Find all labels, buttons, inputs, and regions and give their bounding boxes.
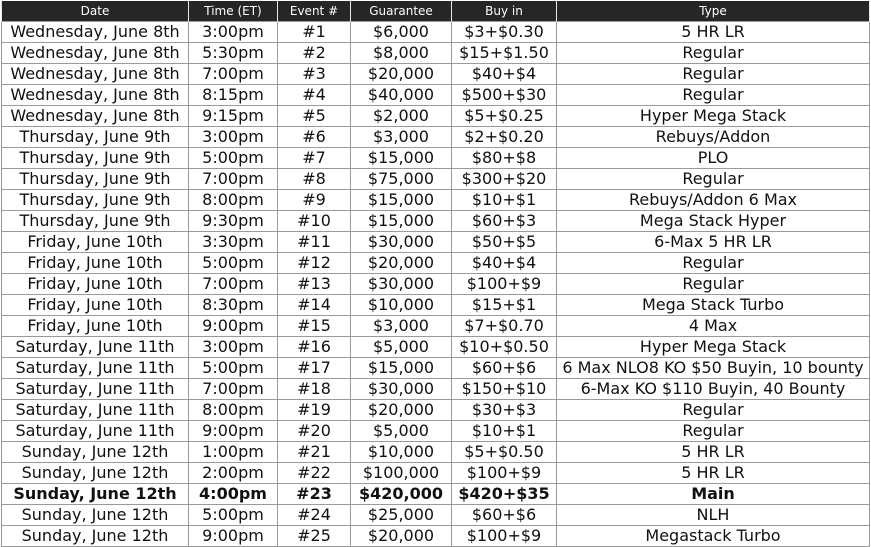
cell-guarantee: $8,000 <box>351 43 452 64</box>
cell-date: Thursday, June 9th <box>2 148 189 169</box>
table-row <box>2 274 870 295</box>
cell-guarantee: $10,000 <box>351 295 452 316</box>
cell-buyin: $100+$9 <box>452 526 557 547</box>
cell-type: Rebuys/Addon 6 Max <box>557 190 870 211</box>
cell-buyin: $50+$5 <box>452 232 557 253</box>
cell-buyin: $40+$4 <box>452 253 557 274</box>
cell-date: Wednesday, June 8th <box>2 22 189 43</box>
table-row <box>2 211 870 232</box>
cell-guarantee: $20,000 <box>351 400 452 421</box>
cell-type: Megastack Turbo <box>557 526 870 547</box>
table-body <box>2 22 870 547</box>
cell-buyin: $100+$9 <box>452 274 557 295</box>
cell-event: #11 <box>278 232 351 253</box>
cell-buyin: $10+$1 <box>452 190 557 211</box>
table-row <box>2 106 870 127</box>
cell-type: Regular <box>557 253 870 274</box>
cell-date: Saturday, June 11th <box>2 400 189 421</box>
cell-buyin: $60+$6 <box>452 505 557 526</box>
cell-event: #19 <box>278 400 351 421</box>
cell-type: NLH <box>557 505 870 526</box>
table-row <box>2 232 870 253</box>
cell-type: Regular <box>557 169 870 190</box>
cell-time: 8:30pm <box>189 295 278 316</box>
table-row <box>2 85 870 106</box>
cell-guarantee: $10,000 <box>351 442 452 463</box>
cell-date: Wednesday, June 8th <box>2 64 189 85</box>
table-row <box>2 463 870 484</box>
cell-buyin: $5+$0.50 <box>452 442 557 463</box>
cell-buyin: $7+$0.70 <box>452 316 557 337</box>
cell-time: 5:00pm <box>189 358 278 379</box>
cell-date: Sunday, June 12th <box>2 505 189 526</box>
cell-event: #12 <box>278 253 351 274</box>
cell-time: 5:30pm <box>189 43 278 64</box>
cell-date: Sunday, June 12th <box>2 526 189 547</box>
cell-type: Regular <box>557 421 870 442</box>
cell-type: PLO <box>557 148 870 169</box>
table-row <box>2 484 870 505</box>
cell-time: 3:30pm <box>189 232 278 253</box>
cell-event: #18 <box>278 379 351 400</box>
cell-buyin: $10+$0.50 <box>452 337 557 358</box>
cell-event: #3 <box>278 64 351 85</box>
cell-type: Regular <box>557 43 870 64</box>
cell-event: #9 <box>278 190 351 211</box>
cell-type: 6-Max KO $110 Buyin, 40 Bounty <box>557 379 870 400</box>
cell-event: #22 <box>278 463 351 484</box>
cell-event: #2 <box>278 43 351 64</box>
cell-buyin: $2+$0.20 <box>452 127 557 148</box>
cell-date: Wednesday, June 8th <box>2 106 189 127</box>
cell-guarantee: $15,000 <box>351 358 452 379</box>
cell-type: Mega Stack Hyper <box>557 211 870 232</box>
cell-date: Wednesday, June 8th <box>2 85 189 106</box>
cell-guarantee: $75,000 <box>351 169 452 190</box>
cell-time: 9:00pm <box>189 421 278 442</box>
cell-type: 5 HR LR <box>557 442 870 463</box>
cell-type: Regular <box>557 85 870 106</box>
cell-date: Friday, June 10th <box>2 253 189 274</box>
cell-date: Friday, June 10th <box>2 316 189 337</box>
cell-guarantee: $20,000 <box>351 253 452 274</box>
cell-guarantee: $20,000 <box>351 64 452 85</box>
cell-event: #25 <box>278 526 351 547</box>
cell-guarantee: $5,000 <box>351 421 452 442</box>
cell-date: Saturday, June 11th <box>2 337 189 358</box>
cell-buyin: $5+$0.25 <box>452 106 557 127</box>
cell-event: #13 <box>278 274 351 295</box>
cell-time: 8:15pm <box>189 85 278 106</box>
cell-time: 5:00pm <box>189 253 278 274</box>
table-row <box>2 421 870 442</box>
cell-date: Friday, June 10th <box>2 295 189 316</box>
cell-time: 8:00pm <box>189 190 278 211</box>
cell-event: #14 <box>278 295 351 316</box>
table-row <box>2 337 870 358</box>
cell-guarantee: $2,000 <box>351 106 452 127</box>
cell-buyin: $500+$30 <box>452 85 557 106</box>
cell-type: 5 HR LR <box>557 22 870 43</box>
cell-type: Regular <box>557 400 870 421</box>
cell-buyin: $10+$1 <box>452 421 557 442</box>
cell-type: Rebuys/Addon <box>557 127 870 148</box>
cell-time: 2:00pm <box>189 463 278 484</box>
cell-event: #23 <box>278 484 351 505</box>
cell-guarantee: $40,000 <box>351 85 452 106</box>
cell-time: 7:00pm <box>189 274 278 295</box>
header-row <box>2 1 870 22</box>
table-row <box>2 190 870 211</box>
cell-type: Hyper Mega Stack <box>557 337 870 358</box>
cell-buyin: $80+$8 <box>452 148 557 169</box>
cell-time: 7:00pm <box>189 169 278 190</box>
cell-type: Hyper Mega Stack <box>557 106 870 127</box>
cell-date: Friday, June 10th <box>2 232 189 253</box>
header-date: Date <box>2 1 189 22</box>
cell-guarantee: $6,000 <box>351 22 452 43</box>
cell-event: #21 <box>278 442 351 463</box>
cell-buyin: $15+$1 <box>452 295 557 316</box>
cell-time: 5:00pm <box>189 505 278 526</box>
cell-event: #10 <box>278 211 351 232</box>
cell-guarantee: $15,000 <box>351 211 452 232</box>
cell-time: 7:00pm <box>189 64 278 85</box>
cell-type: 5 HR LR <box>557 463 870 484</box>
cell-type: 4 Max <box>557 316 870 337</box>
table-row <box>2 379 870 400</box>
cell-time: 9:15pm <box>189 106 278 127</box>
table-row <box>2 127 870 148</box>
table-row <box>2 253 870 274</box>
cell-event: #8 <box>278 169 351 190</box>
header-time: Time (ET) <box>189 1 278 22</box>
cell-event: #24 <box>278 505 351 526</box>
cell-type: 6 Max NLO8 KO $50 Buyin, 10 bounty <box>557 358 870 379</box>
cell-date: Wednesday, June 8th <box>2 43 189 64</box>
cell-event: #20 <box>278 421 351 442</box>
header-guarantee: Guarantee <box>351 1 452 22</box>
table-row <box>2 148 870 169</box>
cell-date: Thursday, June 9th <box>2 190 189 211</box>
table-row <box>2 505 870 526</box>
cell-buyin: $100+$9 <box>452 463 557 484</box>
cell-buyin: $60+$3 <box>452 211 557 232</box>
cell-date: Thursday, June 9th <box>2 169 189 190</box>
table-row <box>2 358 870 379</box>
cell-time: 4:00pm <box>189 484 278 505</box>
table-row <box>2 400 870 421</box>
cell-time: 7:00pm <box>189 379 278 400</box>
cell-date: Saturday, June 11th <box>2 421 189 442</box>
cell-guarantee: $15,000 <box>351 148 452 169</box>
cell-event: #6 <box>278 127 351 148</box>
cell-time: 5:00pm <box>189 148 278 169</box>
cell-buyin: $40+$4 <box>452 64 557 85</box>
cell-buyin: $420+$35 <box>452 484 557 505</box>
cell-guarantee: $30,000 <box>351 232 452 253</box>
cell-date: Sunday, June 12th <box>2 484 189 505</box>
cell-guarantee: $20,000 <box>351 526 452 547</box>
table-header <box>2 1 870 22</box>
cell-type: 6-Max 5 HR LR <box>557 232 870 253</box>
cell-type: Main <box>557 484 870 505</box>
cell-guarantee: $100,000 <box>351 463 452 484</box>
table-row <box>2 526 870 547</box>
cell-guarantee: $3,000 <box>351 316 452 337</box>
cell-event: #17 <box>278 358 351 379</box>
cell-guarantee: $420,000 <box>351 484 452 505</box>
cell-guarantee: $30,000 <box>351 274 452 295</box>
header-type: Type <box>557 1 870 22</box>
cell-date: Sunday, June 12th <box>2 463 189 484</box>
cell-date: Thursday, June 9th <box>2 211 189 232</box>
table-row <box>2 64 870 85</box>
cell-type: Mega Stack Turbo <box>557 295 870 316</box>
cell-time: 9:00pm <box>189 316 278 337</box>
table-row <box>2 43 870 64</box>
cell-time: 3:00pm <box>189 127 278 148</box>
cell-event: #1 <box>278 22 351 43</box>
cell-date: Thursday, June 9th <box>2 127 189 148</box>
cell-type: Regular <box>557 274 870 295</box>
cell-event: #5 <box>278 106 351 127</box>
cell-buyin: $15+$1.50 <box>452 43 557 64</box>
table-row <box>2 169 870 190</box>
cell-date: Friday, June 10th <box>2 274 189 295</box>
cell-date: Sunday, June 12th <box>2 442 189 463</box>
cell-time: 9:30pm <box>189 211 278 232</box>
cell-event: #7 <box>278 148 351 169</box>
cell-event: #16 <box>278 337 351 358</box>
cell-time: 3:00pm <box>189 337 278 358</box>
cell-guarantee: $15,000 <box>351 190 452 211</box>
cell-guarantee: $5,000 <box>351 337 452 358</box>
cell-buyin: $30+$3 <box>452 400 557 421</box>
cell-buyin: $300+$20 <box>452 169 557 190</box>
cell-date: Saturday, June 11th <box>2 358 189 379</box>
cell-time: 9:00pm <box>189 526 278 547</box>
table-row <box>2 442 870 463</box>
table-row <box>2 295 870 316</box>
cell-buyin: $3+$0.30 <box>452 22 557 43</box>
cell-event: #4 <box>278 85 351 106</box>
header-event: Event # <box>278 1 351 22</box>
cell-guarantee: $25,000 <box>351 505 452 526</box>
cell-event: #15 <box>278 316 351 337</box>
schedule-table <box>1 1 870 547</box>
cell-time: 1:00pm <box>189 442 278 463</box>
cell-time: 3:00pm <box>189 22 278 43</box>
cell-date: Saturday, June 11th <box>2 379 189 400</box>
cell-guarantee: $30,000 <box>351 379 452 400</box>
table-row <box>2 22 870 43</box>
cell-buyin: $150+$10 <box>452 379 557 400</box>
cell-type: Regular <box>557 64 870 85</box>
cell-buyin: $60+$6 <box>452 358 557 379</box>
cell-guarantee: $3,000 <box>351 127 452 148</box>
table-row <box>2 316 870 337</box>
header-buyin: Buy in <box>452 1 557 22</box>
cell-time: 8:00pm <box>189 400 278 421</box>
